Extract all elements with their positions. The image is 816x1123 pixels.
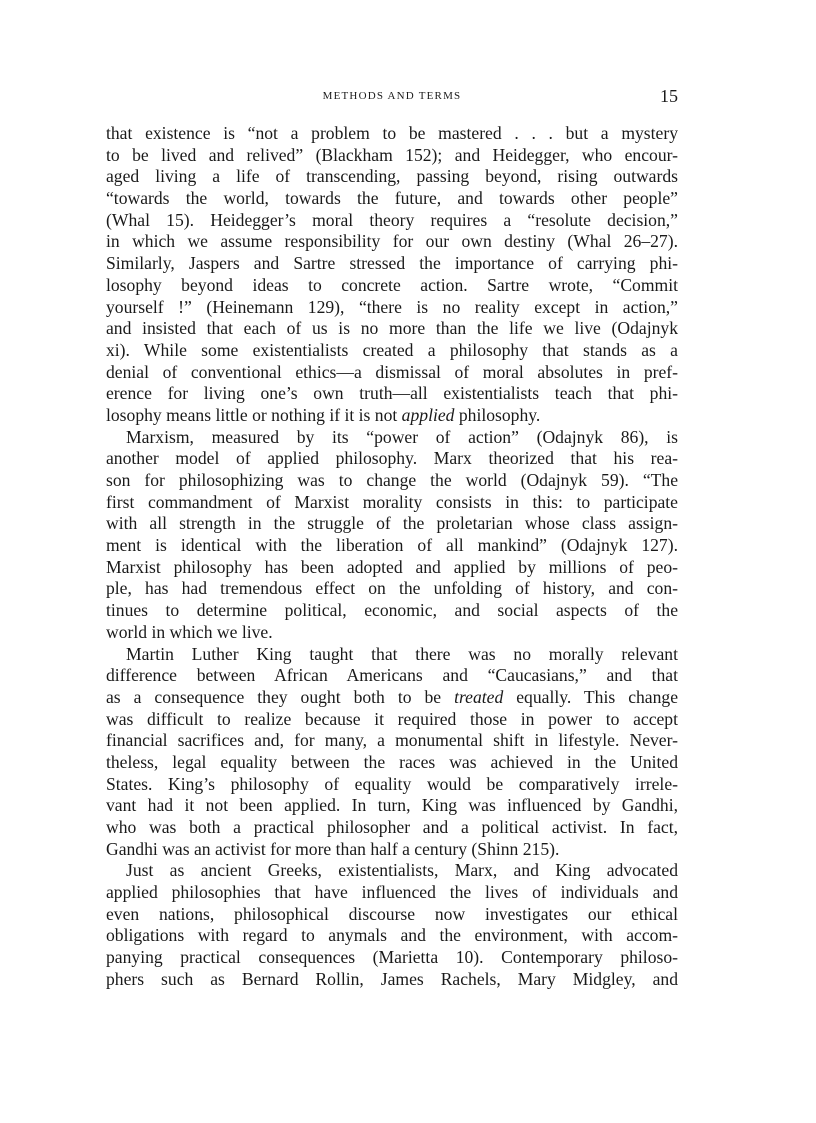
text-line (106, 405, 678, 427)
text-line: son for philosophizing was to change the world (Odajnyk 59). “The (106, 470, 678, 490)
text-line: was difficult to realize because it required those in power to accept (106, 708, 678, 729)
text-line: who was both a practical philosopher and a political activist. In fact, (106, 817, 678, 837)
text-line: world in which we live. (106, 621, 273, 642)
text-line: Martin Luther King taught that there was no morally relevant (126, 643, 678, 664)
text-line: denial of conventional ethics—a dismissal of moral absolutes in pref- (106, 361, 678, 382)
text-line: that existence is “not a problem to be mastered . . . but a mystery (106, 123, 678, 143)
text-line: financial sacrifices and, for many, a monumental shift in lifestyle. Never- (106, 730, 678, 751)
text-line: even nations, philosophical discourse now investigates our ethical (106, 903, 678, 924)
text-line: ment is identical with the liberation of all mankind” (Odajnyk 127). (106, 535, 678, 556)
paragraph (106, 123, 678, 427)
text-line: with all strength in the struggle of the proletarian whose class assign- (106, 513, 678, 534)
text-line: and insisted that each of us is no more than the life we live (Odajnyk (106, 318, 678, 339)
text-run: philosophy. (454, 404, 541, 425)
text-line: obligations with regard to anymals and the environment, with accom- (106, 925, 678, 946)
text-run: equally. This change (503, 686, 679, 707)
text-line: Just as ancient Greeks, existentialists, Marx, and King advocated (126, 860, 678, 881)
text-line: States. King’s philosophy of equality would be comparatively irrele- (106, 773, 678, 794)
text-line: Marxist philosophy has been adopted and applied by millions of peo- (106, 556, 678, 577)
text-line: phers such as Bernard Rollin, James Rachels, Mary Midgley, and (106, 968, 678, 989)
text-line: in which we assume responsibility for our own destiny (Whal 26–27). (106, 231, 678, 252)
text-line: Gandhi was an activist for more than half a century (Shinn 215). (106, 838, 560, 859)
text-run: as a consequence they ought both to be (106, 686, 455, 707)
text-line: erence for living one’s own truth—all existentialists teach that phi- (106, 383, 678, 404)
emphasized-word: treated (454, 686, 504, 707)
running-title: METHODS AND TERMS (322, 90, 462, 102)
text-line: difference between African Americans and “Caucasians,” and that (106, 665, 678, 686)
text-line: xi). While some existentialists created a philosophy that stands as a (106, 339, 678, 360)
emphasized-word: applied (401, 404, 455, 425)
text-line: ple, has had tremendous effect on the unfolding of history, and con- (106, 578, 678, 599)
text-line: another model of applied philosophy. Marx theorized that his rea- (106, 448, 678, 469)
text-line: first commandment of Marxist morality consists in this: to participate (106, 491, 678, 512)
paragraph (106, 427, 678, 644)
text-line: losophy beyond ideas to concrete action. Sartre wrote, “Commit (106, 274, 678, 295)
text-line: theless, legal equality between the races was achieved in the United (106, 751, 678, 772)
text-line: Marxism, measured by its “power of action” (Odajnyk 86), is (126, 426, 678, 447)
text-line: applied philosophies that have influenced the lives of individuals and (106, 882, 678, 903)
body-text (106, 123, 678, 991)
paragraph (106, 644, 678, 861)
text-line (106, 687, 678, 709)
text-line: Similarly, Jaspers and Sartre stressed the importance of carrying phi- (106, 253, 678, 274)
running-head (106, 86, 678, 108)
text-line: “towards the world, towards the future, and towards other people” (106, 188, 678, 209)
page-number: 15 (660, 86, 678, 106)
text-run: losophy means little or nothing if it is not (106, 404, 402, 425)
text-line: tinues to determine political, economic, and social aspects of the (106, 600, 678, 621)
paragraph (106, 860, 678, 990)
text-line: (Whal 15). Heidegger’s moral theory requires a “resolute decision,” (106, 209, 678, 230)
text-line: yourself !” (Heinemann 129), “there is no reality except in action,” (106, 296, 678, 317)
text-line: to be lived and relived” (Blackham 152); and Heidegger, who encour- (106, 144, 678, 165)
text-line: aged living a life of transcending, passing beyond, rising outwards (106, 166, 678, 187)
text-line: panying practical consequences (Marietta 10). Contemporary philoso- (106, 947, 678, 968)
text-line: vant had it not been applied. In turn, King was influenced by Gandhi, (106, 795, 678, 816)
